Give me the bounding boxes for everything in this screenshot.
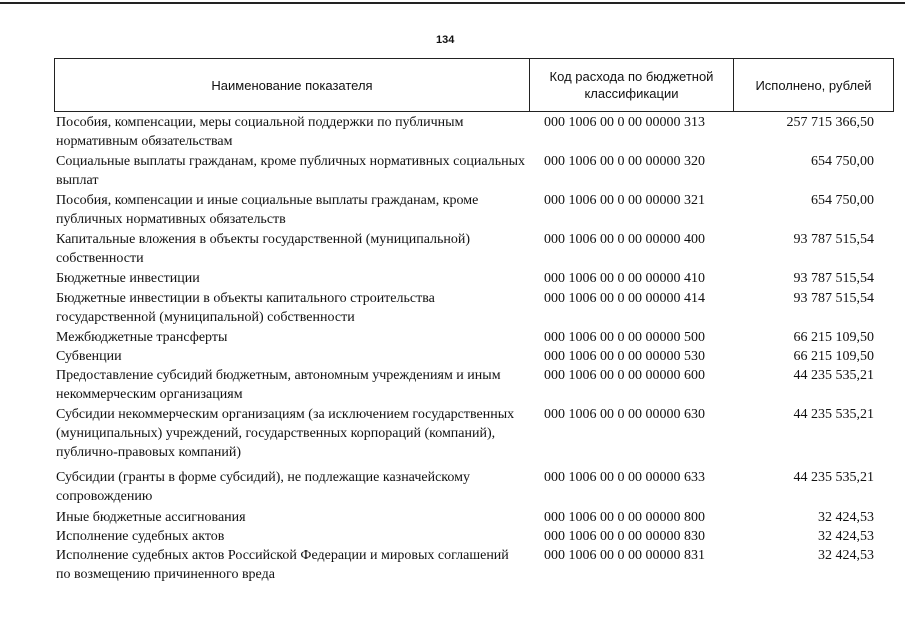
row-code: 000 1006 00 0 00 00000 321 xyxy=(544,193,705,208)
row-code: 000 1006 00 0 00 00000 320 xyxy=(544,154,705,169)
row-amount: 32 424,53 xyxy=(818,548,874,563)
row-amount: 32 424,53 xyxy=(818,510,874,525)
header-name-column: Наименование показателя xyxy=(55,59,530,111)
row-amount: 93 787 515,54 xyxy=(793,232,874,247)
row-name: Межбюджетные трансферты xyxy=(56,330,228,345)
row-name: Бюджетные инвестиции xyxy=(56,271,200,286)
row-code: 000 1006 00 0 00 00000 500 xyxy=(544,330,705,345)
row-code: 000 1006 00 0 00 00000 313 xyxy=(544,115,705,130)
row-name: Пособия, компенсации, меры социальной поддержки по публичным нормативным обязательствам xyxy=(56,115,464,149)
row-code: 000 1006 00 0 00 00000 630 xyxy=(544,407,705,422)
row-name: Пособия, компенсации и иные социальные выплаты гражданам, кроме публичных нормативных обязательств xyxy=(56,193,479,227)
header-amount-column: Исполнено, рублей xyxy=(755,77,872,93)
row-code: 000 1006 00 0 00 00000 830 xyxy=(544,529,705,544)
row-amount: 32 424,53 xyxy=(818,529,874,544)
row-amount: 44 235 535,21 xyxy=(793,470,874,485)
row-amount: 66 215 109,50 xyxy=(793,349,874,364)
row-name: Исполнение судебных актов xyxy=(56,529,225,544)
row-amount: 93 787 515,54 xyxy=(793,291,874,306)
top-rule xyxy=(0,2,905,4)
row-amount: 44 235 535,21 xyxy=(793,407,874,422)
table-header xyxy=(54,58,894,112)
row-name: Капитальные вложения в объекты государственной (муниципальной) собственности xyxy=(56,232,471,266)
row-amount: 654 750,00 xyxy=(811,154,874,169)
row-amount: 44 235 535,21 xyxy=(793,368,874,383)
row-code: 000 1006 00 0 00 00000 633 xyxy=(544,470,705,485)
row-name: Субсидии (гранты в форме субсидий), не подлежащие казначейскому сопровождению xyxy=(56,470,470,504)
row-name: Субсидии некоммерческим организациям (за исключением государственных (муниципальных) учреждений, государственных корпораций (компаний), публично-правовых компаний) xyxy=(56,407,515,460)
row-code: 000 1006 00 0 00 00000 414 xyxy=(544,291,705,306)
row-amount: 654 750,00 xyxy=(811,193,874,208)
row-amount: 66 215 109,50 xyxy=(793,330,874,345)
row-name: Предоставление субсидий бюджетным, автономным учреждениям и иным некоммерческим организациям xyxy=(56,368,501,402)
row-name: Исполнение судебных актов Российской Федерации и мировых соглашений по возмещению причиненного вреда xyxy=(56,548,509,582)
row-code: 000 1006 00 0 00 00000 530 xyxy=(544,349,705,364)
row-amount: 257 715 366,50 xyxy=(786,115,874,130)
page-number: 134 xyxy=(436,34,455,46)
header-code-column: Код расхода по бюджетной классификации xyxy=(530,59,734,111)
row-code: 000 1006 00 0 00 00000 831 xyxy=(544,548,705,563)
row-name: Социальные выплаты гражданам, кроме публичных нормативных социальных выплат xyxy=(56,154,525,188)
row-name: Субвенции xyxy=(56,349,122,364)
row-code: 000 1006 00 0 00 00000 600 xyxy=(544,368,705,383)
row-code: 000 1006 00 0 00 00000 410 xyxy=(544,271,705,286)
row-name: Бюджетные инвестиции в объекты капитального строительства государственной (муниципальной) собственности xyxy=(56,291,435,325)
row-amount: 93 787 515,54 xyxy=(793,271,874,286)
row-code: 000 1006 00 0 00 00000 800 xyxy=(544,510,705,525)
row-code: 000 1006 00 0 00 00000 400 xyxy=(544,232,705,247)
row-name: Иные бюджетные ассигнования xyxy=(56,510,246,525)
